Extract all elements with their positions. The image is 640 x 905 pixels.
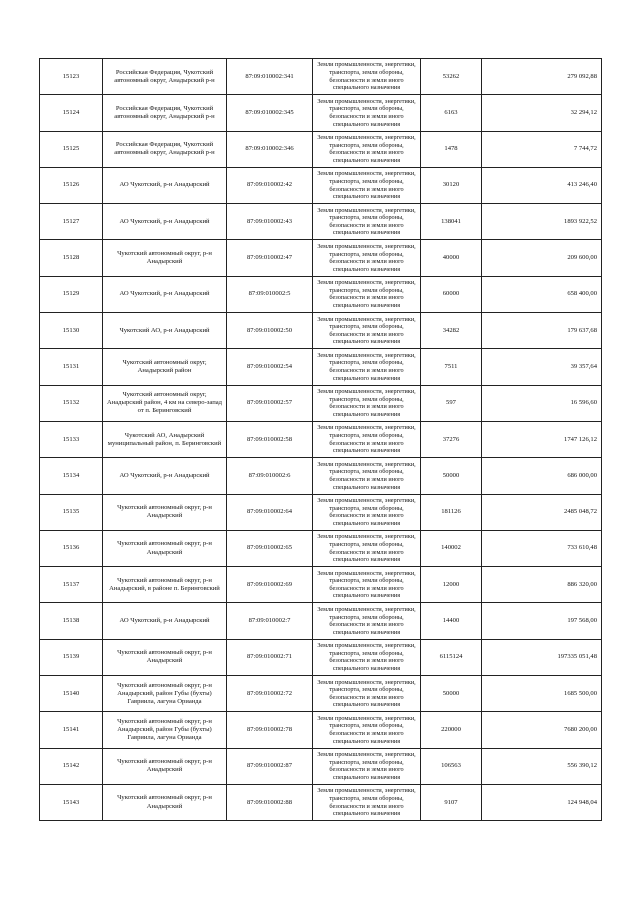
area-cell: 34282 xyxy=(421,313,482,349)
cadastral-value-cell: 1747 126,12 xyxy=(482,421,602,457)
area-cell: 53262 xyxy=(421,59,482,95)
table-row xyxy=(40,204,602,240)
area-cell: 597 xyxy=(421,385,482,421)
cadastral-number-cell: 87:09:010002:69 xyxy=(227,567,313,603)
address-cell: Чукотский автономный округ, Анадырский район, 4 км на северо-запад от п. Беринговский xyxy=(103,385,227,421)
land-category-cell: Земли промышленности, энергетики, транспорта, земли обороны, безопасности и земли иного специального назначения xyxy=(313,421,421,457)
cadastral-value-cell: 124 948,04 xyxy=(482,784,602,820)
table-row xyxy=(40,313,602,349)
land-category-cell: Земли промышленности, энергетики, транспорта, земли обороны, безопасности и земли иного специального назначения xyxy=(313,313,421,349)
land-category-cell: Земли промышленности, энергетики, транспорта, земли обороны, безопасности и земли иного специального назначения xyxy=(313,276,421,312)
area-cell: 37276 xyxy=(421,421,482,457)
cadastral-value-cell: 686 000,00 xyxy=(482,458,602,494)
area-cell: 181126 xyxy=(421,494,482,530)
cadastral-value-cell: 1685 500,00 xyxy=(482,676,602,712)
row-number-cell: 15139 xyxy=(40,639,103,675)
cadastral-value-cell: 733 610,48 xyxy=(482,530,602,566)
table-row xyxy=(40,385,602,421)
land-category-cell: Земли промышленности, энергетики, транспорта, земли обороны, безопасности и земли иного специального назначения xyxy=(313,240,421,276)
table-row xyxy=(40,712,602,748)
area-cell: 220000 xyxy=(421,712,482,748)
cadastral-value-cell: 197 568,00 xyxy=(482,603,602,639)
cadastral-number-cell: 87:09:010002:5 xyxy=(227,276,313,312)
cadastral-number-cell: 87:09:010002:72 xyxy=(227,676,313,712)
land-category-cell: Земли промышленности, энергетики, транспорта, земли обороны, безопасности и земли иного специального назначения xyxy=(313,167,421,203)
table-row xyxy=(40,784,602,820)
area-cell: 140002 xyxy=(421,530,482,566)
address-cell: Чукотский АО, р-н Анадырский xyxy=(103,313,227,349)
table-row xyxy=(40,95,602,131)
area-cell: 40000 xyxy=(421,240,482,276)
table-row xyxy=(40,240,602,276)
cadastral-value-cell: 16 596,60 xyxy=(482,385,602,421)
cadastral-number-cell: 87:09:010002:65 xyxy=(227,530,313,566)
area-cell: 106563 xyxy=(421,748,482,784)
area-cell: 7511 xyxy=(421,349,482,385)
address-cell: Чукотский автономный округ, р-н Анадырский, в районе п. Беринговский xyxy=(103,567,227,603)
address-cell: Российская Федерация, Чукотский автономный округ, Анадырский р-н xyxy=(103,59,227,95)
cadastral-value-cell: 179 637,68 xyxy=(482,313,602,349)
address-cell: АО Чукотский, р-н Анадырский xyxy=(103,458,227,494)
cadastral-number-cell: 87:09:010002:7 xyxy=(227,603,313,639)
address-cell: Чукотский автономный округ, р-н Анадырский xyxy=(103,784,227,820)
row-number-cell: 15126 xyxy=(40,167,103,203)
cadastral-number-cell: 87:09:010002:64 xyxy=(227,494,313,530)
table-body xyxy=(40,59,602,821)
cadastral-value-cell: 1893 922,52 xyxy=(482,204,602,240)
row-number-cell: 15142 xyxy=(40,748,103,784)
cadastral-value-cell: 413 246,40 xyxy=(482,167,602,203)
row-number-cell: 15138 xyxy=(40,603,103,639)
land-category-cell: Земли промышленности, энергетики, транспорта, земли обороны, безопасности и земли иного специального назначения xyxy=(313,95,421,131)
cadastral-value-cell: 32 294,12 xyxy=(482,95,602,131)
row-number-cell: 15130 xyxy=(40,313,103,349)
land-category-cell: Земли промышленности, энергетики, транспорта, земли обороны, безопасности и земли иного специального назначения xyxy=(313,603,421,639)
table-row xyxy=(40,676,602,712)
area-cell: 9107 xyxy=(421,784,482,820)
cadastral-value-cell: 886 320,00 xyxy=(482,567,602,603)
row-number-cell: 15132 xyxy=(40,385,103,421)
address-cell: АО Чукотский, р-н Анадырский xyxy=(103,276,227,312)
land-category-cell: Земли промышленности, энергетики, транспорта, земли обороны, безопасности и земли иного специального назначения xyxy=(313,676,421,712)
address-cell: Чукотский автономный округ, р-н Анадырский, район Губы (бухты) Гавриила, лагуна Орианда xyxy=(103,712,227,748)
area-cell: 138041 xyxy=(421,204,482,240)
address-cell: АО Чукотский, р-н Анадырский xyxy=(103,204,227,240)
table-row xyxy=(40,167,602,203)
area-cell: 60000 xyxy=(421,276,482,312)
land-category-cell: Земли промышленности, энергетики, транспорта, земли обороны, безопасности и земли иного специального назначения xyxy=(313,748,421,784)
cadastral-number-cell: 87:09:010002:78 xyxy=(227,712,313,748)
land-category-cell: Земли промышленности, энергетики, транспорта, земли обороны, безопасности и земли иного специального назначения xyxy=(313,131,421,167)
row-number-cell: 15123 xyxy=(40,59,103,95)
cadastral-value-cell: 658 400,00 xyxy=(482,276,602,312)
land-category-cell: Земли промышленности, энергетики, транспорта, земли обороны, безопасности и земли иного специального назначения xyxy=(313,712,421,748)
cadastral-number-cell: 87:09:010002:345 xyxy=(227,95,313,131)
area-cell: 12000 xyxy=(421,567,482,603)
cadastral-number-cell: 87:09:010002:58 xyxy=(227,421,313,457)
area-cell: 50000 xyxy=(421,458,482,494)
row-number-cell: 15136 xyxy=(40,530,103,566)
land-category-cell: Земли промышленности, энергетики, транспорта, земли обороны, безопасности и земли иного специального назначения xyxy=(313,784,421,820)
address-cell: Чукотский автономный округ, Анадырский район xyxy=(103,349,227,385)
cadastral-number-cell: 87:09:010002:341 xyxy=(227,59,313,95)
land-category-cell: Земли промышленности, энергетики, транспорта, земли обороны, безопасности и земли иного специального назначения xyxy=(313,530,421,566)
cadastral-number-cell: 87:09:010002:47 xyxy=(227,240,313,276)
cadastral-number-cell: 87:09:010002:88 xyxy=(227,784,313,820)
row-number-cell: 15140 xyxy=(40,676,103,712)
cadastral-number-cell: 87:09:010002:6 xyxy=(227,458,313,494)
cadastral-number-cell: 87:09:010002:43 xyxy=(227,204,313,240)
address-cell: Чукотский автономный округ, р-н Анадырский xyxy=(103,240,227,276)
table-row xyxy=(40,748,602,784)
cadastral-number-cell: 87:09:010002:71 xyxy=(227,639,313,675)
land-category-cell: Земли промышленности, энергетики, транспорта, земли обороны, безопасности и земли иного специального назначения xyxy=(313,494,421,530)
cadastral-number-cell: 87:09:010002:54 xyxy=(227,349,313,385)
address-cell: Чукотский автономный округ, р-н Анадырский xyxy=(103,639,227,675)
row-number-cell: 15134 xyxy=(40,458,103,494)
address-cell: Чукотский АО, Анадырский муниципальный район, п. Беринговский xyxy=(103,421,227,457)
address-cell: Чукотский автономный округ, р-н Анадырский, район Губы (бухты) Гавриила, лагуна Орианда xyxy=(103,676,227,712)
cadastral-number-cell: 87:09:010002:87 xyxy=(227,748,313,784)
address-cell: АО Чукотский, р-н Анадырский xyxy=(103,167,227,203)
land-category-cell: Земли промышленности, энергетики, транспорта, земли обороны, безопасности и земли иного специального назначения xyxy=(313,59,421,95)
address-cell: Чукотский автономный округ, р-н Анадырский xyxy=(103,494,227,530)
area-cell: 1478 xyxy=(421,131,482,167)
cadastral-value-cell: 197335 051,48 xyxy=(482,639,602,675)
table-row xyxy=(40,494,602,530)
area-cell: 30120 xyxy=(421,167,482,203)
row-number-cell: 15124 xyxy=(40,95,103,131)
row-number-cell: 15143 xyxy=(40,784,103,820)
land-category-cell: Земли промышленности, энергетики, транспорта, земли обороны, безопасности и земли иного специального назначения xyxy=(313,349,421,385)
address-cell: Чукотский автономный округ, р-н Анадырский xyxy=(103,530,227,566)
row-number-cell: 15133 xyxy=(40,421,103,457)
land-category-cell: Земли промышленности, энергетики, транспорта, земли обороны, безопасности и земли иного специального назначения xyxy=(313,639,421,675)
table-row xyxy=(40,349,602,385)
area-cell: 6163 xyxy=(421,95,482,131)
table-row xyxy=(40,421,602,457)
land-category-cell: Земли промышленности, энергетики, транспорта, земли обороны, безопасности и земли иного специального назначения xyxy=(313,567,421,603)
land-category-cell: Земли промышленности, энергетики, транспорта, земли обороны, безопасности и земли иного специального назначения xyxy=(313,204,421,240)
table-row xyxy=(40,567,602,603)
cadastral-number-cell: 87:09:010002:57 xyxy=(227,385,313,421)
area-cell: 14400 xyxy=(421,603,482,639)
row-number-cell: 15127 xyxy=(40,204,103,240)
cadastral-value-cell: 7680 200,00 xyxy=(482,712,602,748)
row-number-cell: 15129 xyxy=(40,276,103,312)
row-number-cell: 15141 xyxy=(40,712,103,748)
row-number-cell: 15131 xyxy=(40,349,103,385)
cadastral-value-cell: 209 600,00 xyxy=(482,240,602,276)
row-number-cell: 15137 xyxy=(40,567,103,603)
table-row xyxy=(40,276,602,312)
land-category-cell: Земли промышленности, энергетики, транспорта, земли обороны, безопасности и земли иного специального назначения xyxy=(313,385,421,421)
table-row xyxy=(40,639,602,675)
address-cell: АО Чукотский, р-н Анадырский xyxy=(103,603,227,639)
cadastral-number-cell: 87:09:010002:346 xyxy=(227,131,313,167)
cadastral-value-cell: 279 092,88 xyxy=(482,59,602,95)
row-number-cell: 15128 xyxy=(40,240,103,276)
row-number-cell: 15135 xyxy=(40,494,103,530)
address-cell: Российская Федерация, Чукотский автономный округ, Анадырский р-н xyxy=(103,95,227,131)
area-cell: 50000 xyxy=(421,676,482,712)
cadastral-value-cell: 2485 048,72 xyxy=(482,494,602,530)
table-row xyxy=(40,131,602,167)
table-row xyxy=(40,458,602,494)
row-number-cell: 15125 xyxy=(40,131,103,167)
cadastral-table xyxy=(39,58,602,821)
cadastral-value-cell: 39 357,64 xyxy=(482,349,602,385)
table-row xyxy=(40,59,602,95)
land-category-cell: Земли промышленности, энергетики, транспорта, земли обороны, безопасности и земли иного специального назначения xyxy=(313,458,421,494)
area-cell: 6115124 xyxy=(421,639,482,675)
cadastral-number-cell: 87:09:010002:42 xyxy=(227,167,313,203)
cadastral-number-cell: 87:09:010002:50 xyxy=(227,313,313,349)
cadastral-value-cell: 7 744,72 xyxy=(482,131,602,167)
table-row xyxy=(40,530,602,566)
address-cell: Российская Федерация, Чукотский автономный округ, Анадырский р-н xyxy=(103,131,227,167)
table-row xyxy=(40,603,602,639)
address-cell: Чукотский автономный округ, р-н Анадырский xyxy=(103,748,227,784)
cadastral-value-cell: 556 390,12 xyxy=(482,748,602,784)
